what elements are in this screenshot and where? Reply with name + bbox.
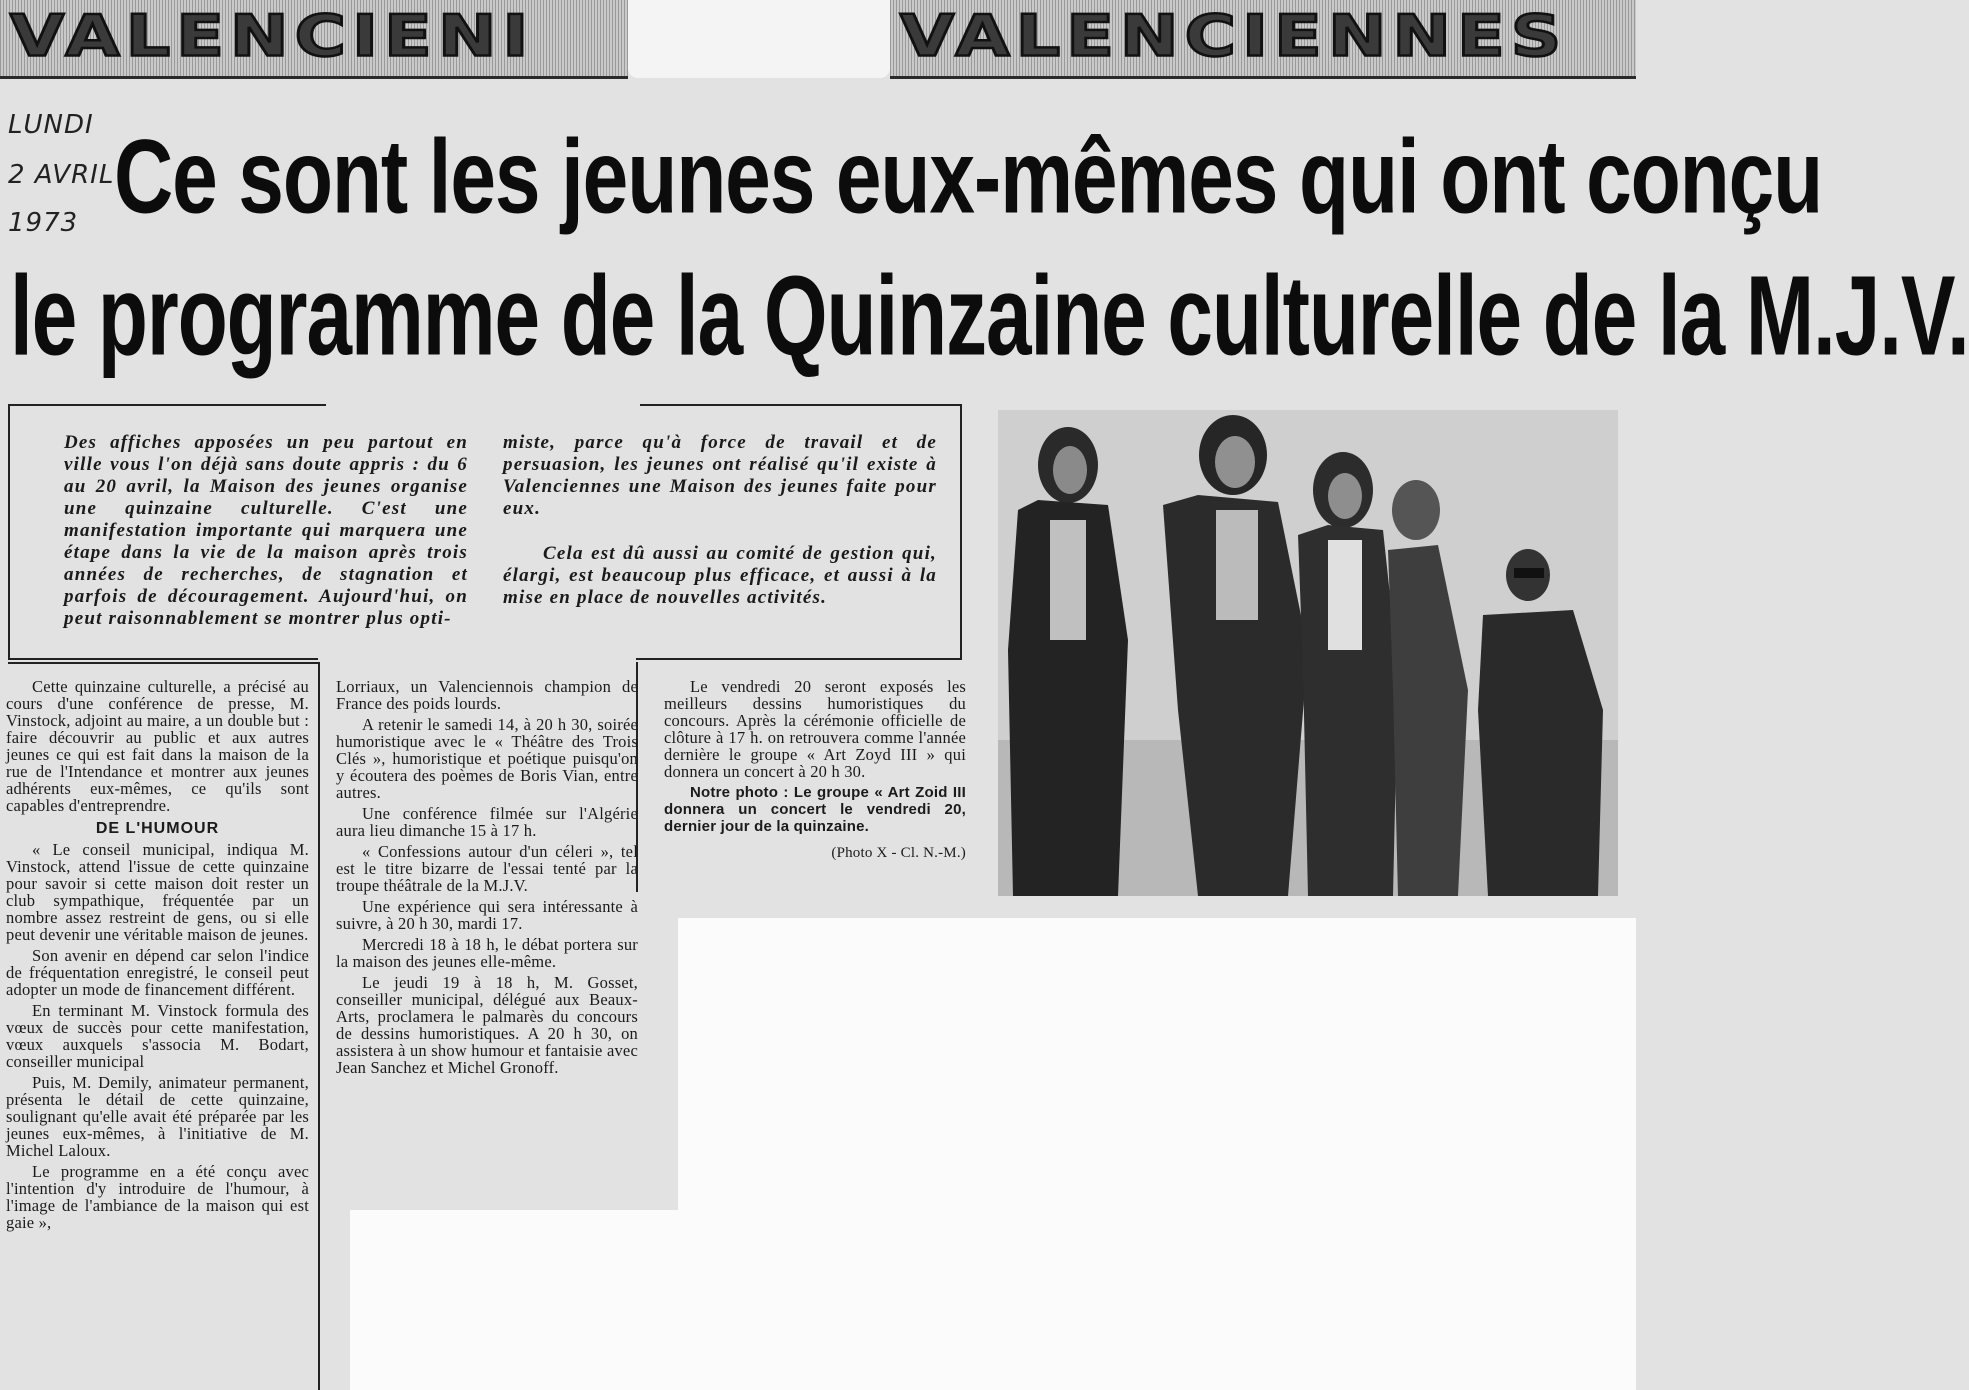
column1-paragraph-2: « Le conseil municipal, indiqua M. Vinstock, attend l'issue de cette quinzaine pour savoir si cette maison doit rester un club sympathique, fréquentée par un nombre assez restreint de gens, ou si elle peut devenir une véritable maison de jeunes. bbox=[6, 840, 309, 944]
article-column-2 bbox=[336, 678, 638, 1080]
headline-line-1: Ce sont les jeunes eux-mêmes qui ont conçu bbox=[114, 119, 1823, 236]
column1-paragraph-5: Puis, M. Demily, animateur permanent, présenta le détail de cette quinzaine, soulignant qu'elle avait été préparée par les jeunes eux-mêmes, à l'initiative de M. Michel Laloux. bbox=[6, 1073, 309, 1160]
headline-line-2: le programme de la Quinzaine culturelle de la M.J.V. bbox=[10, 251, 1969, 380]
column1-paragraph-6: Le programme en a été conçu avec l'intention d'y introduire de l'humour, à l'image de l'ambiance de la maison qui est gaie », bbox=[6, 1162, 309, 1232]
chapo-right-text-1: miste, parce qu'à force de travail et de persuasion, les jeunes ont réalisé qu'il existe à Valenciennes une Maison des jeunes faite pour eux. bbox=[503, 432, 937, 519]
article-column-1 bbox=[6, 678, 309, 1235]
chapo-left-border bbox=[8, 404, 10, 660]
banner-left-text: VALENCIENI bbox=[10, 2, 535, 70]
chapo-bottom-rule-right bbox=[636, 658, 962, 660]
chapo-right-border bbox=[960, 404, 962, 660]
chapo-bottom-rule-left bbox=[8, 658, 318, 660]
column2-paragraph-4: « Confessions autour d'un céleri », tel est le titre bizarre de l'essai tenté par la troupe théâtrale de la M.J.V. bbox=[336, 842, 638, 895]
column1-paragraph-3: Son avenir en dépend car selon l'indice de fréquentation enregistré, le conseil peut adopter un mode de financement différent. bbox=[6, 946, 309, 999]
blank-cutout-center bbox=[350, 1210, 680, 1390]
handwritten-day: LUNDI bbox=[8, 110, 94, 140]
handwritten-year: 1973 bbox=[8, 208, 79, 238]
clipping-notch bbox=[628, 0, 890, 78]
band-photo bbox=[998, 410, 1618, 896]
column2-paragraph-3: Une conférence filmée sur l'Algérie aura lieu dimanche 15 à 17 h. bbox=[336, 804, 638, 840]
column2-paragraph-5: Une expérience qui sera intéressante à suivre, à 20 h 30, mardi 17. bbox=[336, 897, 638, 933]
column1-top-rule bbox=[8, 662, 318, 664]
chapo-top-rule-left bbox=[8, 404, 326, 406]
newspaper-banner-right bbox=[890, 0, 1636, 79]
column1-paragraph-4: En terminant M. Vinstock formula des vœux de succès pour cette manifestation, vœux auxquels s'associa M. Bodart, conseiller municipal bbox=[6, 1001, 309, 1071]
chapo-right-text-2: Cela est dû aussi au comité de gestion qui, élargi, est beaucoup plus efficace, et aussi à la mise en place de nouvelles activités. bbox=[503, 543, 937, 608]
handwritten-date: 2 AVRIL bbox=[8, 160, 115, 190]
banner-right-text: VALENCIENNES bbox=[900, 2, 1568, 70]
column2-paragraph-6: Mercredi 18 à 18 h, le débat portera sur la maison des jeunes elle-même. bbox=[336, 935, 638, 971]
column1-paragraph-1: Cette quinzaine culturelle, a précisé au cours d'une conférence de presse, M. Vinstock, adjoint au maire, a un double but : faire découvrir au public et aux autres jeunes ce qui est fait dans la maison de la rue de l'Intendance et montrer aux jeunes adhérents eux-mêmes, ce qu'ils sont capables d'entreprendre. bbox=[6, 677, 309, 815]
blank-cutout-right bbox=[678, 918, 1636, 1390]
article-column-3 bbox=[664, 678, 966, 862]
newspaper-banner-left bbox=[0, 0, 628, 79]
column2-paragraph-1: Lorriaux, un Valenciennois champion de France des poids lourds. bbox=[336, 677, 638, 713]
column3-paragraph-1: Le vendredi 20 seront exposés les meilleurs dessins humoristiques du concours. Après la cérémonie officielle de clôture à 17 h. on retrouvera comme l'année dernière le groupe « Art Zoyd III » qui donnera un concert à 20 h 30. bbox=[664, 677, 966, 781]
photo-caption: Notre photo : Le groupe « Art Zoid III donnera un concert le vendredi 20, dernier jour de la quinzaine. bbox=[664, 784, 966, 835]
subheading-humour: DE L'HUMOUR bbox=[95, 820, 220, 837]
column-divider-1 bbox=[318, 662, 320, 1390]
band-photo-image bbox=[998, 410, 1618, 896]
chapo-left-text: Des affiches apposées un peu partout en ville vous l'on déjà sans doute appris : du 6 au 20 avril, la Maison des jeunes organise une quinzaine culturelle. C'est une manifestation importante qui marquera une étape dans la vie de la maison après trois années de recherches, de stagnation et parfois de découragement. Aujourd'hui, on peut raisonnablement se montrer plus opti- bbox=[64, 432, 468, 629]
chapo-top-rule-right bbox=[640, 404, 962, 406]
column2-paragraph-2: A retenir le samedi 14, à 20 h 30, soirée humoristique avec le « Théâtre des Trois Clés », humoristique et poétique puisqu'on y écoutera des poèmes de Boris Vian, entre autres. bbox=[336, 715, 638, 802]
photo-credit: (Photo X - Cl. N.-M.) bbox=[831, 845, 966, 861]
column2-paragraph-7: Le jeudi 19 à 18 h, M. Gosset, conseiller municipal, délégué aux Beaux-Arts, proclamera le palmarès du concours de dessins humoristiques. A 20 h 30, on assistera à un show humour et fantaisie avec Jean Sanchez et Michel Gronoff. bbox=[336, 973, 638, 1077]
